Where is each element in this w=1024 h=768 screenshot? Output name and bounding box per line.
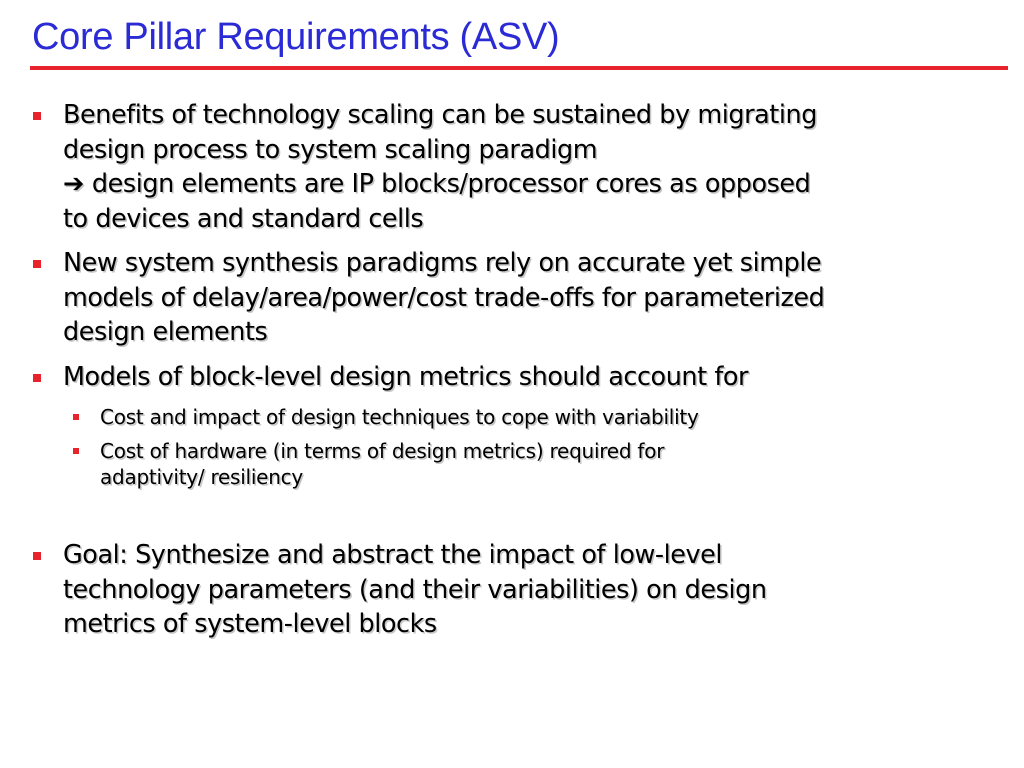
red-square-bullet-icon [73,448,79,454]
red-square-bullet-icon [73,414,79,420]
bullet-text-line: Models of block-level design metrics should account for [63,361,749,392]
vertical-spacer [30,498,1005,538]
bullet-item-block-level-models [30,360,1005,395]
bullet-text-line: metrics of system-level blocks [63,609,437,639]
bullet-text-line [63,167,1005,202]
red-square-bullet-icon [33,374,41,382]
sub-bullet-text-line: adaptivity/ resiliency [100,465,303,489]
bullet-item-system-synthesis [30,246,1005,350]
bullet-text-line: Benefits of technology scaling can be sustained by migrating [63,100,817,130]
bullet-item-scaling-benefits [30,98,1005,236]
bullet-text-line: technology parameters (and their variabilities) on design [63,574,767,605]
red-square-bullet-icon [33,112,41,120]
bullet-text-line: Goal: Synthesize and abstract the impact of low-level [63,540,723,570]
bullet-text-line: design elements [63,317,268,347]
sub-bullet-text-line: Cost and impact of design techniques to cope with variability [100,405,699,429]
red-square-bullet-icon [33,260,41,268]
bullet-text-line: to devices and standard cells [63,203,424,234]
sub-bullet-item-hardware-cost [70,438,1005,490]
bullet-text-line: New system synthesis paradigms rely on accurate yet simple [63,248,822,278]
sub-bullet-item-variability-cost [70,404,1005,430]
slide-title: Core Pillar Requirements (ASV) [32,16,560,58]
bullet-list [30,98,1005,652]
sub-bullet-list [30,404,1005,490]
bullet-text-fragment: design elements are IP blocks/processor cores as opposed [91,169,811,199]
right-arrow-icon: ➔ [63,169,84,199]
sub-bullet-text-line: Cost of hardware (in terms of design metrics) required for [100,439,665,463]
bullet-text-line: design process to system scaling paradigm [63,134,598,165]
bullet-text-line: models of delay/area/power/cost trade-offs for parameterized [63,282,825,313]
bullet-item-goal [30,538,1005,642]
red-square-bullet-icon [33,552,41,560]
title-underline [30,66,1008,70]
